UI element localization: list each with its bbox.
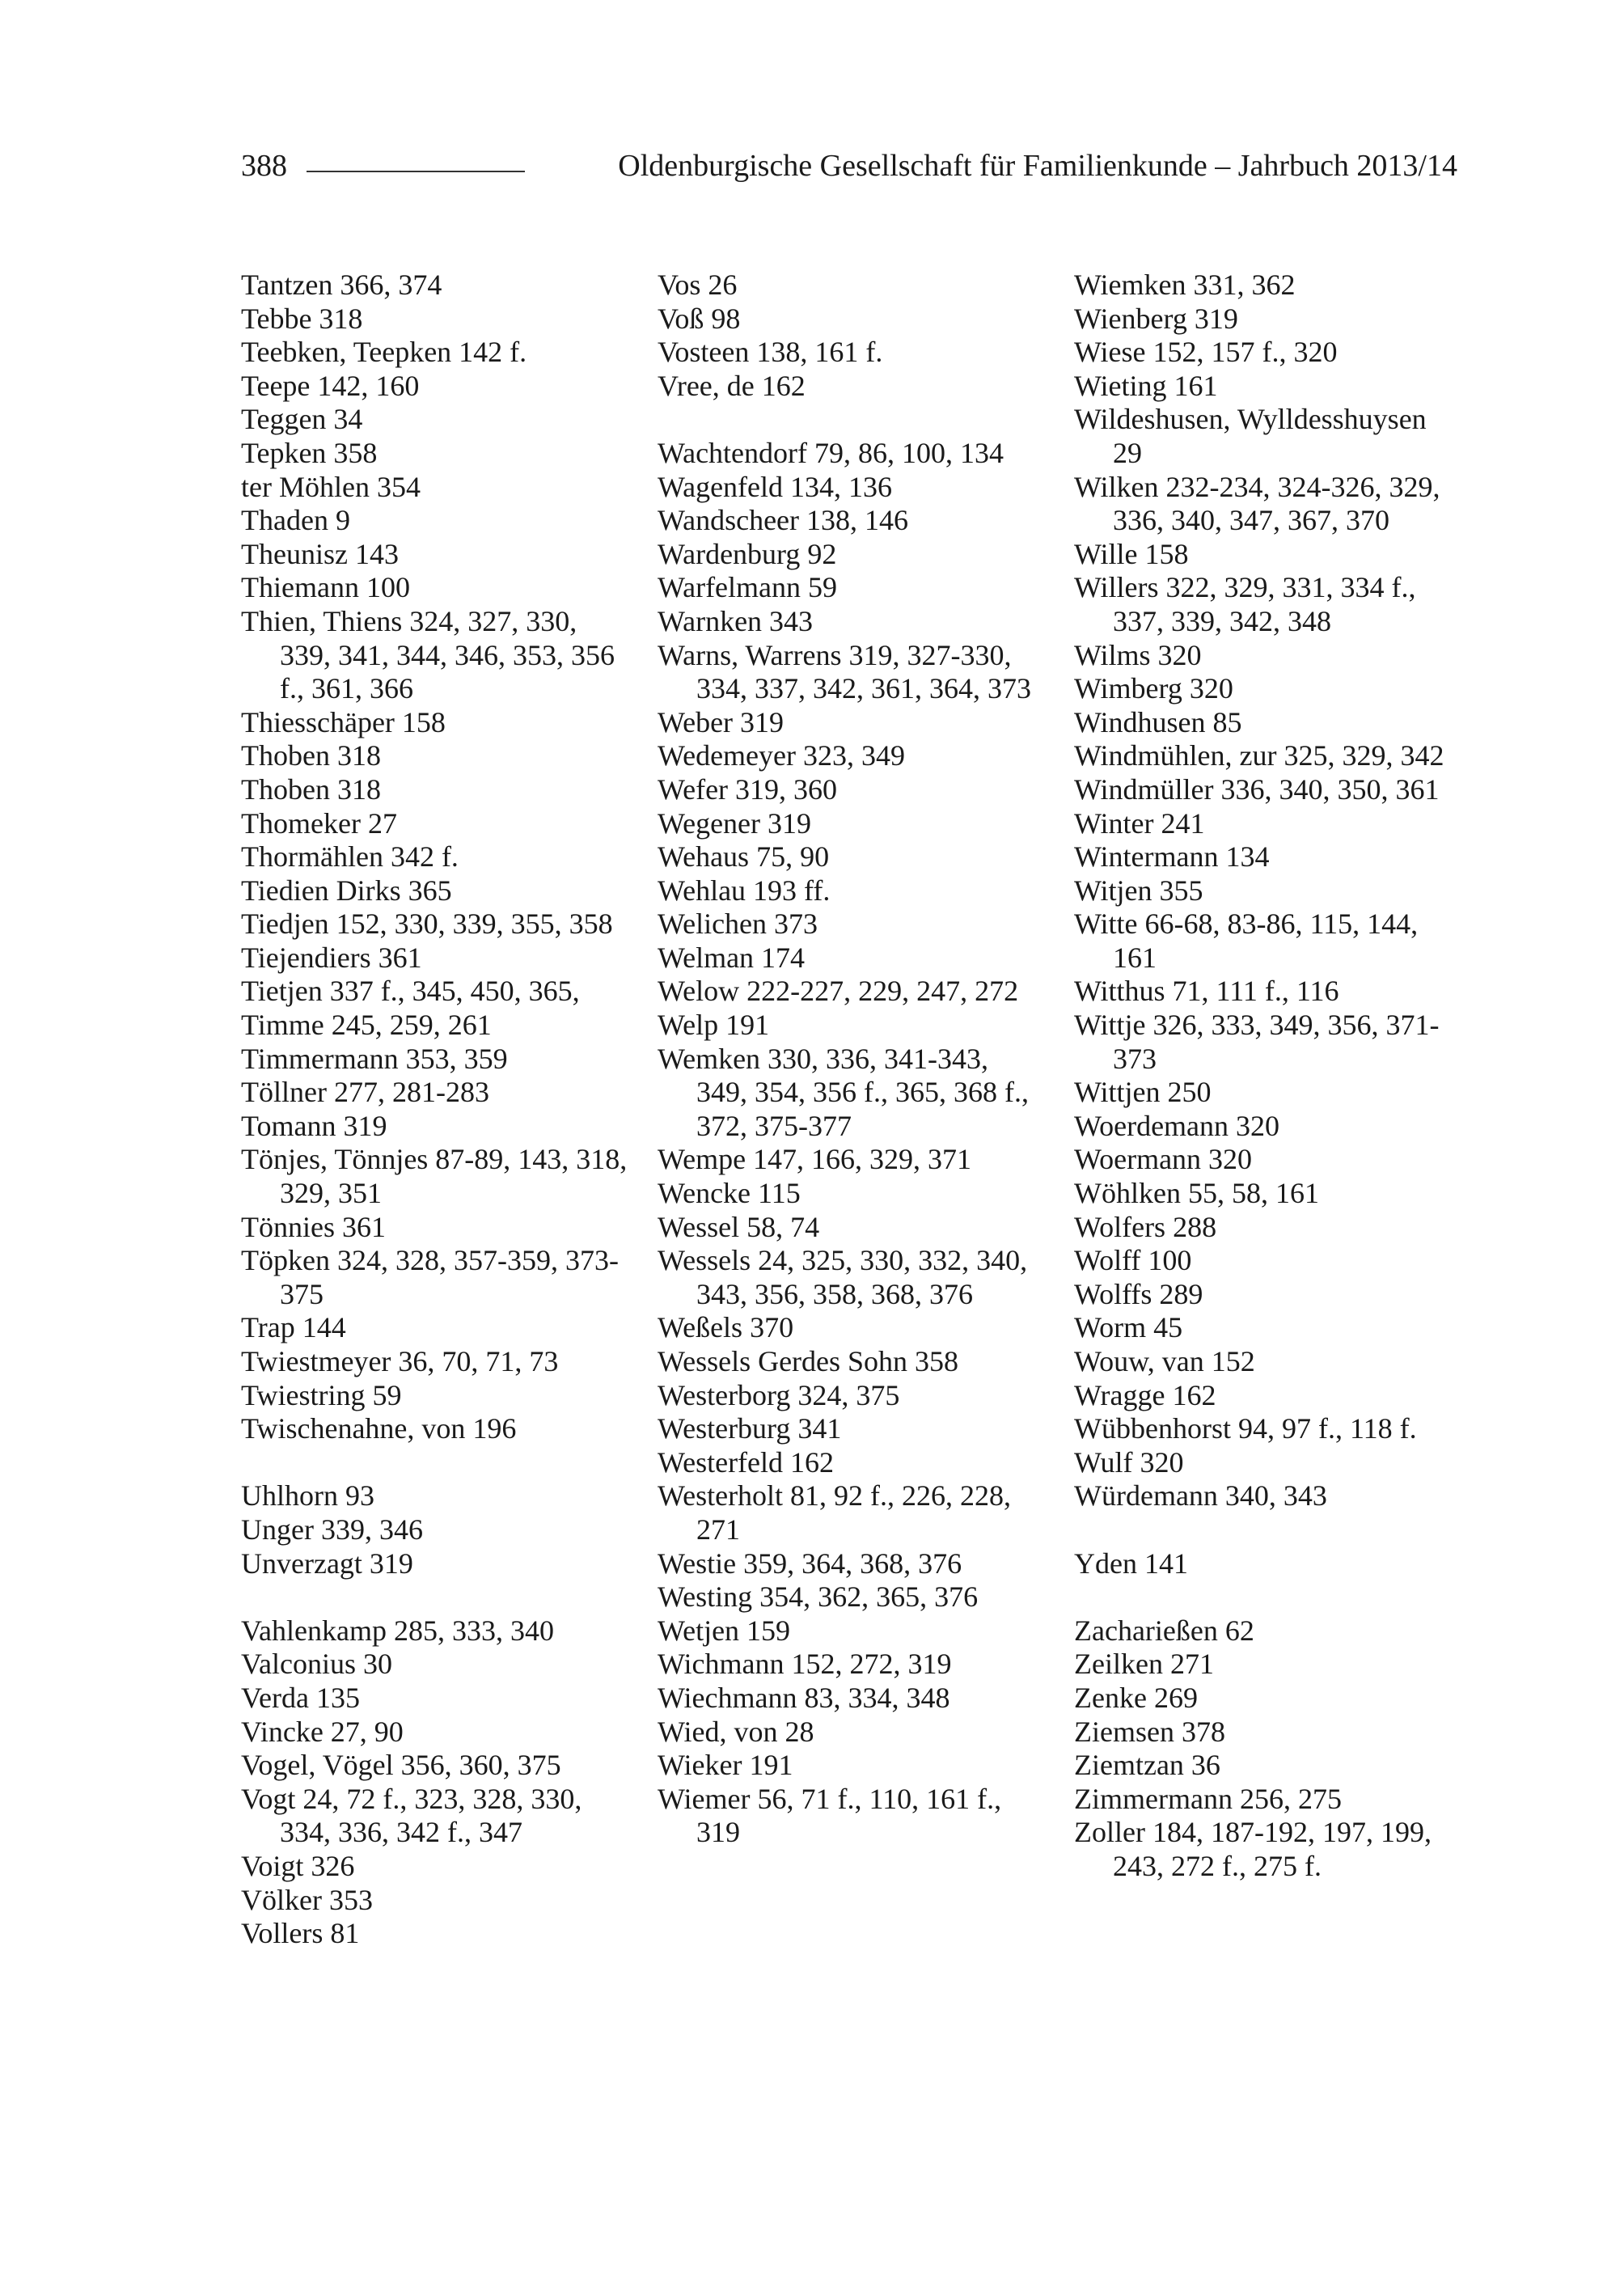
index-entry: Wille 158 — [1074, 537, 1189, 570]
index-entry: Wittje 326, 333, 349, 356, 371-373 — [1074, 1009, 1440, 1075]
index-entry: Wessels Gerdes Sohn 358 — [658, 1345, 959, 1377]
index-entry: ter Möhlen 354 — [241, 470, 421, 503]
index-entry: Vosteen 138, 161 f. — [658, 336, 883, 369]
index-entry: Uhlhorn 93 — [241, 1479, 374, 1513]
index-entry: Teebken, Teepken 142 f. — [241, 336, 527, 369]
index-entry: Wilken 232-234, 324-326, 329, 336, 340, 347, 367, 370 — [1074, 470, 1440, 537]
index-entry: Weßels 370 — [658, 1311, 794, 1344]
index-entry: Westerburg 341 — [658, 1412, 842, 1445]
index-entry: Wilms 320 — [1074, 638, 1202, 671]
index-entry: Wiechmann 83, 334, 348 — [658, 1681, 950, 1714]
index-entry: Vogel, Vögel 356, 360, 375 — [241, 1749, 561, 1782]
index-entry: Theunisz 143 — [241, 537, 399, 570]
index-entry: Tomann 319 — [241, 1109, 387, 1142]
page-number: 388 — [241, 149, 287, 183]
index-entry: Westerfeld 162 — [658, 1445, 835, 1479]
index-entry: Thiemann 100 — [241, 571, 410, 604]
index-entry: Windmüller 336, 340, 350, 361 — [1074, 772, 1440, 806]
index-entry: Trap 144 — [241, 1311, 346, 1344]
index-entry: Völker 353 — [241, 1883, 373, 1916]
index-entry: Wempe 147, 166, 329, 371 — [658, 1143, 972, 1176]
index-entry: Ziemsen 378 — [1074, 1715, 1225, 1748]
index-entry: Weber 319 — [658, 705, 785, 738]
index-entry: Witthus 71, 111 f., 116 — [1074, 975, 1339, 1008]
index-entry: Zoller 184, 187-192, 197, 199, 243, 272 f., 275 f. — [1074, 1816, 1432, 1882]
index-entry: Wöhlken 55, 58, 161 — [1074, 1177, 1319, 1210]
index-entry: Wieker 191 — [658, 1749, 793, 1782]
index-entry: Wied, von 28 — [658, 1715, 814, 1748]
index-column-3 — [1074, 269, 1462, 1884]
index-entry: Wegener 319 — [658, 806, 812, 840]
index-entry: Welman 174 — [658, 941, 806, 974]
index-entry: Wagenfeld 134, 136 — [658, 470, 893, 503]
group-separator — [658, 403, 1046, 437]
index-entry: Voß 98 — [658, 302, 741, 335]
index-entry: Wedemeyer 323, 349 — [658, 739, 905, 772]
index-entry: Wachtendorf 79, 86, 100, 134 — [658, 436, 1004, 469]
index-entry: Westing 354, 362, 365, 376 — [658, 1580, 979, 1614]
index-entry: Vahlenkamp 285, 333, 340 — [241, 1614, 554, 1647]
index-entry: Wencke 115 — [658, 1177, 801, 1210]
group-separator — [241, 1446, 629, 1480]
index-entry: Zimmermann 256, 275 — [1074, 1782, 1342, 1815]
index-entry: Vincke 27, 90 — [241, 1715, 404, 1748]
index-entry: Wienberg 319 — [1074, 302, 1238, 335]
index-entry: Wimberg 320 — [1074, 672, 1233, 705]
group-separator — [1074, 1580, 1462, 1614]
index-entry: Warnken 343 — [658, 604, 814, 637]
index-entry: Wefer 319, 360 — [658, 772, 838, 806]
index-entry: Thoben 318 — [241, 739, 381, 772]
index-entry: Wittjen 250 — [1074, 1076, 1212, 1109]
index-entry: Töllner 277, 281-283 — [241, 1076, 489, 1109]
index-entry: Welow 222-227, 229, 247, 272 — [658, 975, 1019, 1008]
index-entry: Wehlau 193 ff. — [658, 874, 831, 907]
index-entry: Voigt 326 — [241, 1849, 355, 1882]
index-entry: Welp 191 — [658, 1009, 770, 1042]
index-entry: Tiedien Dirks 365 — [241, 874, 452, 907]
index-entry: Timme 245, 259, 261 — [241, 1009, 492, 1042]
index-entry: Thomeker 27 — [241, 806, 397, 840]
index-entry: Westerborg 324, 375 — [658, 1378, 900, 1411]
index-entry: Wintermann 134 — [1074, 840, 1270, 874]
index-entry: Unger 339, 346 — [241, 1513, 423, 1546]
index-entry: Wiese 152, 157 f., 320 — [1074, 336, 1338, 369]
index-columns — [241, 269, 1457, 2016]
index-entry: Woerdemann 320 — [1074, 1109, 1280, 1142]
index-entry: Westerholt 81, 92 f., 226, 228, 271 — [658, 1479, 1012, 1546]
index-entry: Tönjes, Tönnjes 87-89, 143, 318, 329, 351 — [241, 1143, 628, 1210]
index-entry: Wragge 162 — [1074, 1378, 1216, 1411]
index-entry: Tiejendiers 361 — [241, 941, 422, 974]
index-entry: Vollers 81 — [241, 1917, 360, 1950]
index-entry: Vree, de 162 — [658, 369, 806, 402]
index-entry: Wolff 100 — [1074, 1244, 1192, 1277]
index-entry: Twiestring 59 — [241, 1378, 402, 1411]
index-entry: Wouw, van 152 — [1074, 1345, 1255, 1377]
index-entry: Wübbenhorst 94, 97 f., 118 f. — [1074, 1412, 1417, 1445]
index-entry: Willers 322, 329, 331, 334 f., 337, 339, 342, 348 — [1074, 571, 1416, 637]
index-entry: Witte 66-68, 83-86, 115, 144, 161 — [1074, 908, 1419, 974]
group-separator — [1074, 1513, 1462, 1547]
index-entry: Wardenburg 92 — [658, 537, 837, 570]
index-entry: Westie 359, 364, 368, 376 — [658, 1546, 962, 1580]
index-entry: Wandscheer 138, 146 — [658, 504, 909, 537]
index-entry: Wolffs 289 — [1074, 1277, 1203, 1310]
index-entry: Töpken 324, 328, 357-359, 373-375 — [241, 1244, 619, 1310]
index-entry: Warns, Warrens 319, 327-330, 334, 337, 342, 361, 364, 373 — [658, 638, 1031, 705]
index-entry: Teggen 34 — [241, 403, 363, 436]
index-entry: Thoben 318 — [241, 772, 381, 806]
index-entry: Wetjen 159 — [658, 1614, 791, 1647]
index-entry: Valconius 30 — [241, 1648, 392, 1681]
index-entry: Woermann 320 — [1074, 1143, 1253, 1176]
index-entry: Wessel 58, 74 — [658, 1210, 820, 1243]
index-entry: Worm 45 — [1074, 1311, 1183, 1344]
index-entry: Tepken 358 — [241, 436, 378, 469]
index-column-2 — [658, 269, 1046, 1850]
header-rule — [307, 171, 525, 172]
index-entry: Tönnies 361 — [241, 1210, 386, 1243]
running-title: Oldenburgische Gesellschaft für Familienkunde – Jahrbuch 2013/14 — [618, 149, 1457, 183]
index-entry: Timmermann 353, 359 — [241, 1042, 508, 1075]
index-entry: Twiestmeyer 36, 70, 71, 73 — [241, 1345, 559, 1377]
index-entry: Zenke 269 — [1074, 1681, 1198, 1714]
index-entry: Thiesschäper 158 — [241, 705, 446, 738]
index-column-1 — [241, 269, 629, 1951]
index-entry: Wieting 161 — [1074, 369, 1218, 402]
index-entry: Wildeshusen, Wylldesshuysen 29 — [1074, 403, 1427, 469]
index-entry: Witjen 355 — [1074, 874, 1203, 907]
index-entry: Tebbe 318 — [241, 302, 363, 335]
index-entry: Wichmann 152, 272, 319 — [658, 1648, 952, 1681]
index-entry: Tiedjen 152, 330, 339, 355, 358 — [241, 908, 613, 941]
index-entry: Tantzen 366, 374 — [241, 269, 442, 301]
index-entry: Zacharießen 62 — [1074, 1614, 1254, 1647]
index-entry: Thormählen 342 f. — [241, 840, 459, 874]
index-entry: Twischenahne, von 196 — [241, 1412, 517, 1445]
index-entry: Thaden 9 — [241, 504, 350, 537]
index-entry: Zeilken 271 — [1074, 1648, 1214, 1681]
index-entry: Wolfers 288 — [1074, 1210, 1217, 1243]
index-entry: Windmühlen, zur 325, 329, 342 — [1074, 739, 1444, 772]
index-entry: Yden 141 — [1074, 1546, 1188, 1580]
index-entry: Thien, Thiens 324, 327, 330, 339, 341, 344, 346, 353, 356 f., 361, 366 — [241, 604, 615, 705]
index-entry: Windhusen 85 — [1074, 705, 1242, 738]
index-entry: Tietjen 337 f., 345, 450, 365, — [241, 975, 580, 1008]
index-entry: Wiemer 56, 71 f., 110, 161 f., 319 — [658, 1782, 1002, 1849]
index-entry: Verda 135 — [241, 1681, 360, 1714]
index-entry: Winter 241 — [1074, 806, 1205, 840]
index-entry: Vos 26 — [658, 269, 738, 301]
index-entry: Unverzagt 319 — [241, 1546, 413, 1580]
index-entry: Vogt 24, 72 f., 323, 328, 330, 334, 336, 342 f., 347 — [241, 1782, 582, 1849]
index-entry: Wulf 320 — [1074, 1445, 1184, 1479]
index-entry: Würdemann 340, 343 — [1074, 1479, 1327, 1513]
index-entry: Welichen 373 — [658, 908, 818, 941]
index-entry: Wehaus 75, 90 — [658, 840, 830, 874]
index-entry: Warfelmann 59 — [658, 571, 838, 604]
index-entry: Teepe 142, 160 — [241, 369, 420, 402]
index-entry: Wiemken 331, 362 — [1074, 269, 1296, 301]
page-header — [241, 150, 1457, 196]
index-entry: Wemken 330, 336, 341-343, 349, 354, 356 f., 365, 368 f., 372, 375-377 — [658, 1042, 1029, 1142]
index-entry: Wessels 24, 325, 330, 332, 340, 343, 356, 358, 368, 376 — [658, 1244, 1028, 1310]
group-separator — [241, 1580, 629, 1614]
index-entry: Ziemtzan 36 — [1074, 1749, 1220, 1782]
